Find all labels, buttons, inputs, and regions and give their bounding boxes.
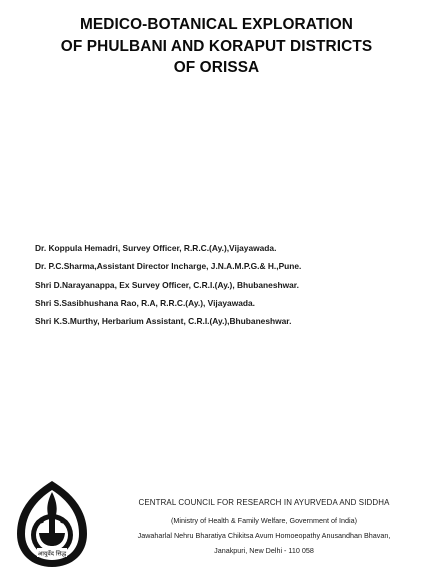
- svg-text:आयुर्वेद सिद्ध: आयुर्वेद सिद्ध: [37, 550, 67, 558]
- author-entry: Shri S.Sasibhushana Rao, R.A, R.R.C.(Ay.), Vijayawada.: [35, 297, 255, 308]
- title-line-1: MEDICO-BOTANICAL EXPLORATION: [80, 16, 353, 33]
- author-list: [35, 239, 425, 330]
- document-title: [0, 14, 433, 79]
- title-line-2: OF PHULBANI AND KORAPUT DISTRICTS: [60, 37, 373, 55]
- ministry-line: (Ministry of Health & Family Welfare, Government of India): [170, 516, 357, 525]
- ccras-emblem-icon: [10, 478, 94, 570]
- author-entry: Dr. P.C.Sharma,Assistant Director Incharge, J.N.A.M.P.G.& H.,Pune.: [35, 261, 302, 272]
- author-entry: Shri K.S.Murthy, Herbarium Assistant, C.R.I.(Ay.),Bhubaneshwar.: [35, 316, 292, 327]
- bhavan-line: Jawaharlal Nehru Bharatiya Chikitsa Avum Homoeopathy Anusandhan Bhavan,: [137, 531, 391, 540]
- publisher-block: [98, 497, 430, 558]
- title-line-3: OF ORISSA: [173, 59, 260, 76]
- address-line: Janakpuri, New Delhi - 110 058: [214, 546, 314, 555]
- author-entry: Shri D.Narayanappa, Ex Survey Officer, C.R.I.(Ay.), Bhubaneshwar.: [35, 279, 299, 290]
- author-entry: Dr. Koppula Hemadri, Survey Officer, R.R.C.(Ay.),Vijayawada.: [35, 243, 277, 253]
- organization-name: CENTRAL COUNCIL FOR RESEARCH IN AYURVEDA AND SIDDHA: [138, 498, 390, 507]
